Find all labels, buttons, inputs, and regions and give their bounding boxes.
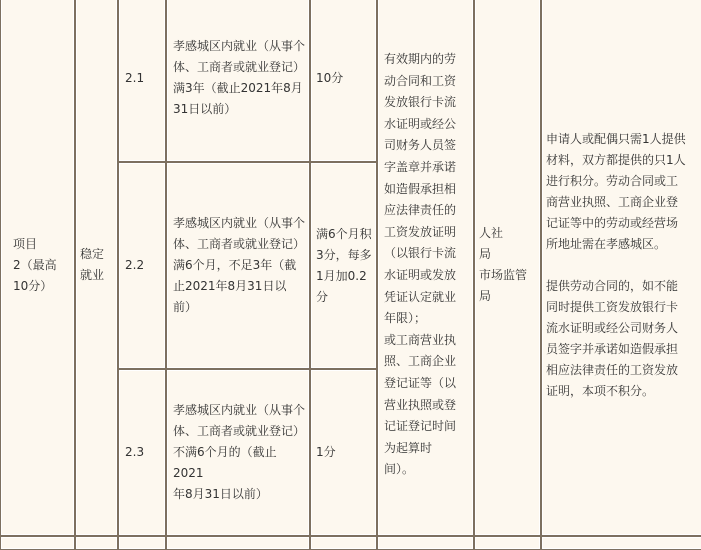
table-row xyxy=(0,0,701,162)
score-text: 10分 xyxy=(316,70,344,85)
table-cell xyxy=(118,536,166,550)
condition-cell xyxy=(166,0,310,162)
item-number-cell xyxy=(118,0,166,162)
table-cell xyxy=(310,536,377,550)
score-text: 满6个月积 3分，每多 1月加0.2 分 xyxy=(316,226,372,304)
category-cell xyxy=(75,0,118,536)
project-cell xyxy=(0,0,75,536)
table-cell xyxy=(0,536,75,550)
project-label: 项目 2（最高 10分） xyxy=(13,236,57,293)
item-number: 2.3 xyxy=(125,445,145,459)
table-cell xyxy=(541,536,701,550)
paragraph-gap xyxy=(546,255,701,276)
item-number: 2.2 xyxy=(125,258,145,272)
table-cell xyxy=(377,536,474,550)
condition-text: 孝感城区内就业（从事个 体、工商者或就业登记） 满6个月，不足3年（截 止2021年8月31日以 前） xyxy=(173,216,306,314)
table-cell xyxy=(75,536,118,550)
condition-cell xyxy=(166,162,310,369)
department-text: 人社 局 市场监管 局 xyxy=(479,226,528,303)
score-cell xyxy=(310,0,377,162)
note-paragraph: 申请人或配偶只需1人提供 材料，双方都提供的只1人 进行积分。劳动合同或工 商营业执照、工商企业登 记证等中的劳动或经营场 所地址需在孝感城区。 xyxy=(546,131,686,251)
evidence-cell xyxy=(377,0,474,536)
notes-cell xyxy=(541,0,701,536)
department-cell xyxy=(474,0,541,536)
score-cell xyxy=(310,162,377,369)
evidence-text: 有效期内的劳 动合同和工资 发放银行卡流 水证明或经公 司财务人员签 字盖章并承诺 如造假承担相 应法律责任的 工资发放证明 （以银行卡流 水证明或发放 凭证认定就业 年限）； 或工商营业执 照、工商企业 登记证等（以 营业执照或登 记证登记时间 为起算时 间）。 xyxy=(384,52,457,477)
note-paragraph: 提供劳动合同的，如不能 同时提供工资发放银行卡 流水证明或经公司财务人 员签字并承诺如造假承担 相应法律责任的工资发放 证明，本项不积分。 xyxy=(546,278,679,398)
score-cell xyxy=(310,369,377,536)
item-number: 2.1 xyxy=(125,70,145,85)
item-number-cell xyxy=(118,162,166,369)
table-cell xyxy=(474,536,541,550)
table-row xyxy=(0,536,701,550)
condition-text: 孝感城区内就业（从事个 体、工商者或就业登记） 不满6个月的（截止2021 年8月31日以前） xyxy=(173,403,306,501)
condition-text: 孝感城区内就业（从事个 体、工商者或就业登记） 满3年（截止2021年8月 31日以前） xyxy=(173,39,306,116)
item-number-cell xyxy=(118,369,166,536)
table-cell xyxy=(166,536,310,550)
condition-cell xyxy=(166,369,310,536)
category-label: 稳定 就业 xyxy=(80,247,105,282)
score-text: 1分 xyxy=(316,445,336,459)
